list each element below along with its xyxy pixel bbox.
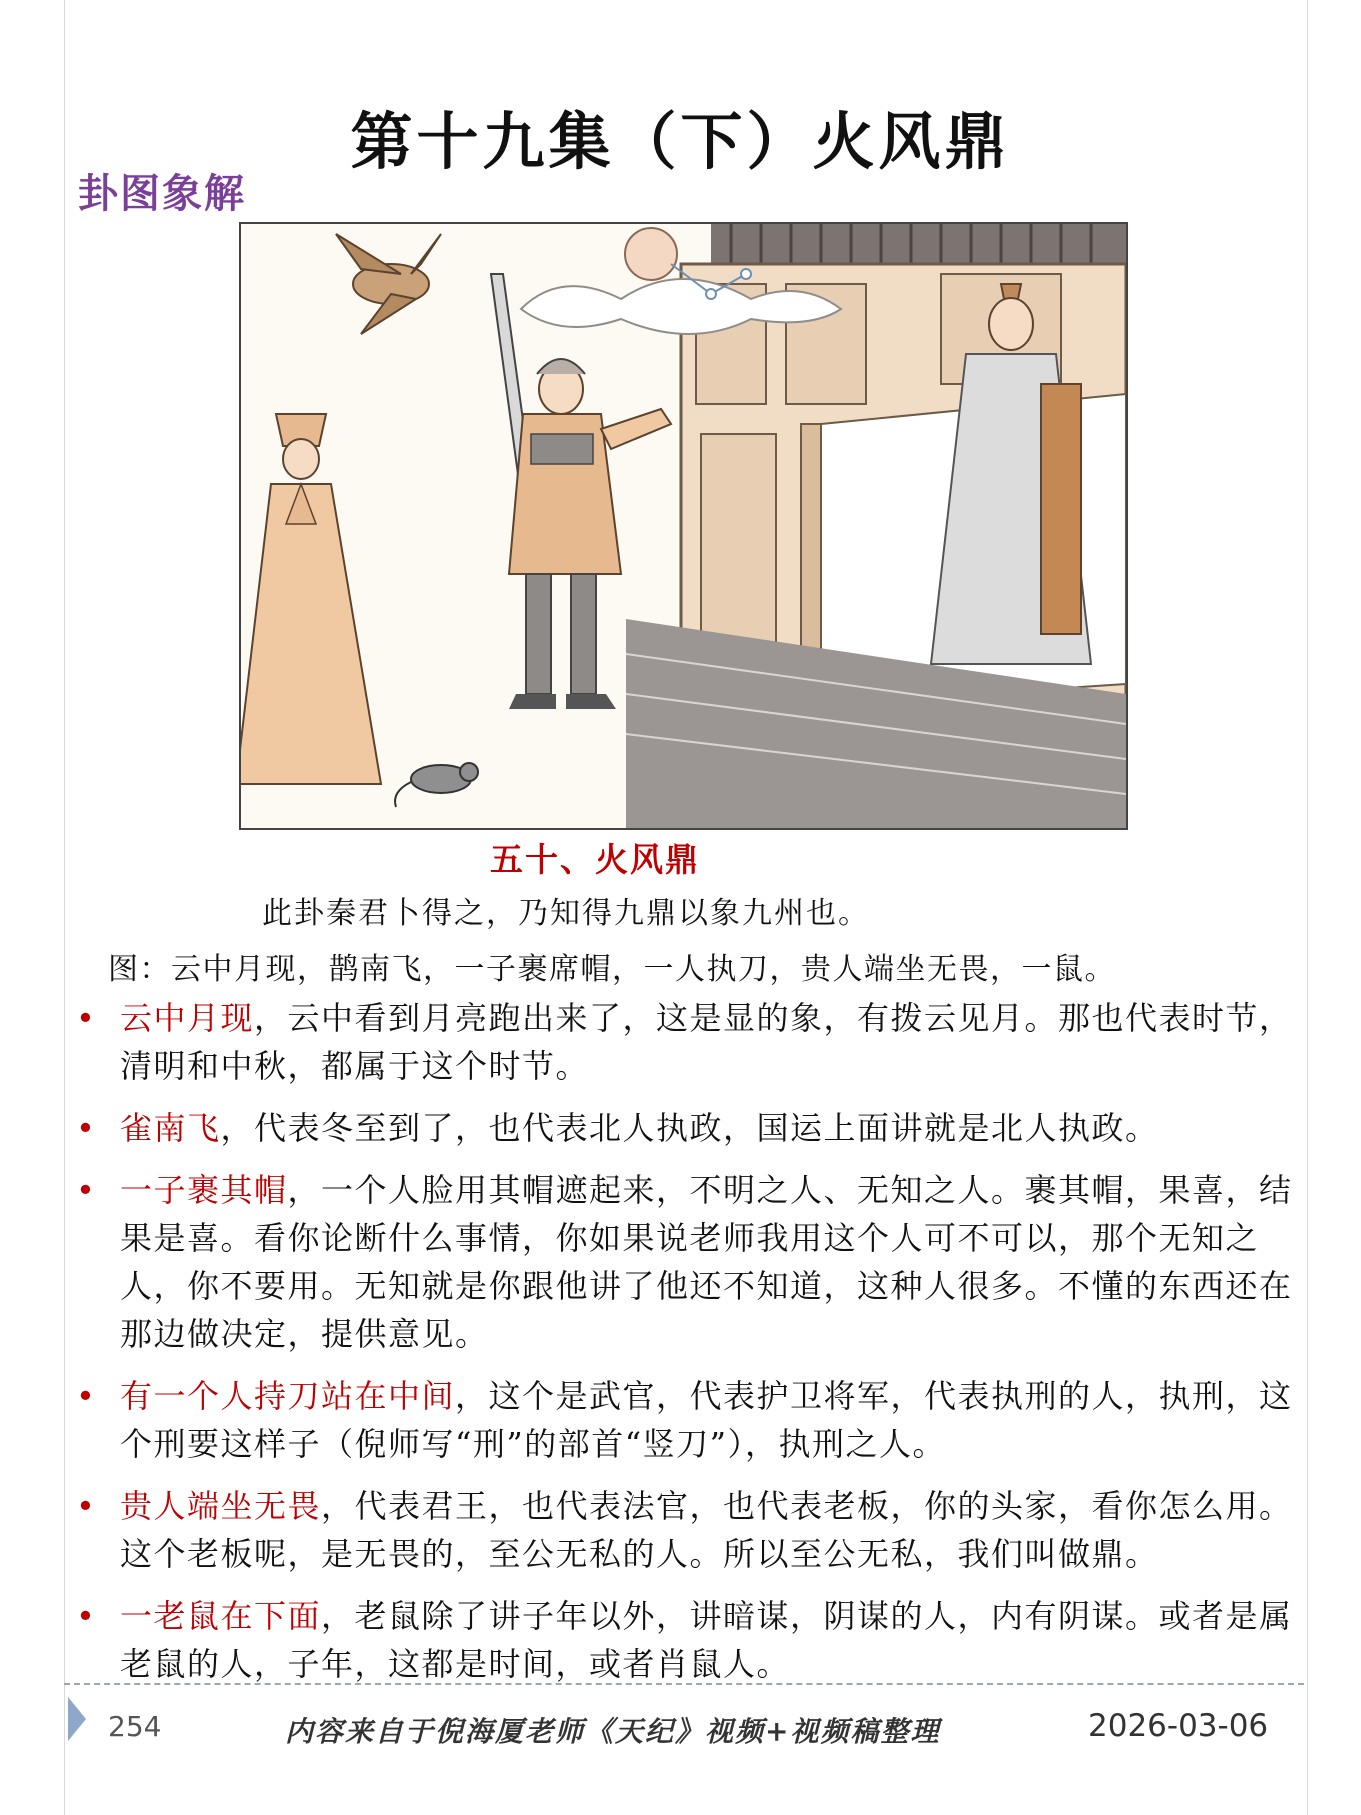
page-number: 254	[108, 1710, 162, 1743]
bullet-list	[76, 994, 1306, 1702]
bullet-key: 贵人端坐无畏	[120, 1487, 322, 1525]
section-label: 卦图象解	[78, 170, 246, 217]
list-item	[76, 1482, 1306, 1578]
bullet-key: 云中月现	[120, 999, 255, 1037]
footer-date: 2026-03-06	[1088, 1708, 1269, 1744]
bullet-text: ，云中看到月亮跑出来了，这是显的象，有拨云见月。那也代表时节，清明和中秋，都属于这个时节。	[120, 999, 1293, 1085]
figure-description: 图：云中月现，鹊南飞，一子裹席帽，一人执刀，贵人端坐无畏，一鼠。	[108, 952, 1116, 987]
bullet-dot: •	[76, 1109, 97, 1147]
bullet-dot: •	[76, 1597, 97, 1635]
hexagram-illustration	[239, 222, 1128, 830]
bullet-key: 雀南飞	[120, 1109, 221, 1147]
roof	[711, 224, 1126, 264]
footer-source: 内容来自于倪海厦老师《天纪》视频+视频稿整理	[285, 1715, 941, 1748]
bullet-text: ，老鼠除了讲子年以外，讲暗谋，阴谋的人，内有阴谋。或者是属老鼠的人，子年，这都是时间，或者肖鼠人。	[120, 1597, 1293, 1683]
list-item	[76, 1166, 1306, 1358]
list-item	[76, 1372, 1306, 1468]
bullet-text: ，代表君王，也代表法官，也代表老板，你的头家，看你怎么用。这个老板呢，是无畏的，至公无私的人。所以至公无私，我们叫做鼎。	[120, 1487, 1293, 1573]
intro-line: 此卦秦君卜得之，乃知得九鼎以象九州也。	[262, 896, 870, 931]
bullet-dot: •	[76, 1487, 97, 1525]
list-item	[76, 1104, 1306, 1152]
bullet-key: 一老鼠在下面	[120, 1597, 322, 1635]
bullet-key: 一子裹其帽	[120, 1171, 288, 1209]
figure-caption: 五十、火风鼎	[490, 840, 700, 879]
list-item	[76, 994, 1306, 1090]
bullet-text: ，一个人脸用其帽遮起来，不明之人、无知之人。裹其帽，果喜，结果是喜。看你论断什么事情，你如果说老师我用这个人可不可以，那个无知之人，你不要用。无知就是你跟他讲了他还不知道，这种人很多。不懂的东西还在那边做决定，提供意见。	[120, 1171, 1293, 1353]
triangle-right-icon	[68, 1697, 86, 1741]
bullet-dot: •	[76, 1171, 97, 1209]
bullet-dot: •	[76, 999, 97, 1037]
bullet-dot: •	[76, 1377, 97, 1415]
list-item	[76, 1592, 1306, 1688]
footer-divider	[64, 1683, 1304, 1685]
page-title: 第十九集（下）火风鼎	[350, 105, 1011, 178]
bullet-text: ，代表冬至到了，也代表北人执政，国运上面讲就是北人执政。	[220, 1109, 1159, 1147]
bullet-key: 有一个人持刀站在中间	[120, 1377, 456, 1415]
bullet-text: ，这个是武官，代表护卫将军，代表执刑的人，执刑，这个刑要这样子（倪师写“刑”的部首“竖刀”），执刑之人。	[120, 1377, 1293, 1463]
